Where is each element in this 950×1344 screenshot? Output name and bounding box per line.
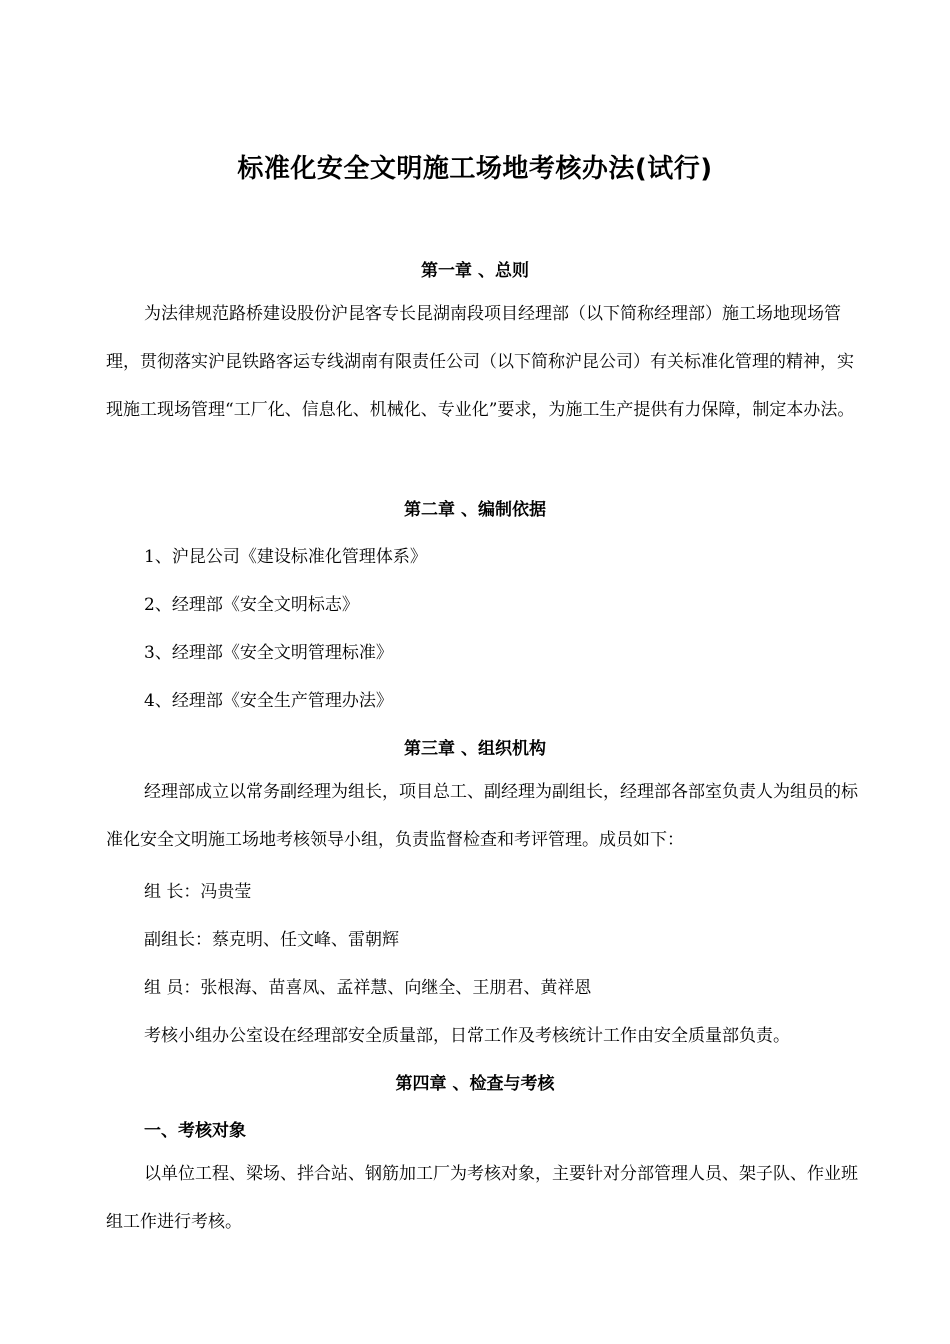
chapter-2-heading: 第二章 、编制依据 <box>404 500 546 520</box>
section-1-paragraph: 以单位工程、梁场、拌合站、钢筋加工厂为考核对象，主要针对分部管理人员、架子队、作业班组工作进行考核。 <box>106 1164 858 1232</box>
group-deputies: 副组长：蔡克明、任文峰、雷朝辉 <box>144 930 399 950</box>
section-1-heading: 一、考核对象 <box>144 1121 246 1141</box>
group-office: 考核小组办公室设在经理部安全质量部，日常工作及考核统计工作由安全质量部负责。 <box>144 1026 790 1046</box>
basis-item-1: 1、沪昆公司《建设标准化管理体系》 <box>144 547 427 567</box>
chapter-3-heading: 第三章 、组织机构 <box>404 739 546 759</box>
chapter-3-paragraph: 经理部成立以常务副经理为组长，项目总工、副经理为副组长，经理部各部室负责人为组员的标准化安全文明施工场地考核领导小组，负责监督检查和考评管理。成员如下： <box>106 782 858 850</box>
basis-item-3: 3、经理部《安全文明管理标准》 <box>144 643 393 663</box>
chapter-1-heading: 第一章 、总则 <box>421 261 529 281</box>
document-title: 标准化安全文明施工场地考核办法(试行) <box>237 154 713 184</box>
group-members: 组 员：张根海、苗喜凤、孟祥慧、向继全、王朋君、黄祥恩 <box>144 978 592 998</box>
chapter-4-heading: 第四章 、检查与考核 <box>395 1074 555 1094</box>
group-leader: 组 长：冯贵莹 <box>144 882 252 902</box>
basis-item-4: 4、经理部《安全生产管理办法》 <box>144 691 393 711</box>
chapter-1-paragraph: 为法律规范路桥建设股份沪昆客专长昆湖南段项目经理部（以下简称经理部）施工场地现场管理，贯彻落实沪昆铁路客运专线湖南有限责任公司（以下简称沪昆公司）有关标准化管理的精神，实现施工现场管理“工厂化、信息化、机械化、专业化”要求，为施工生产提供有力保障，制定本办法。 <box>106 304 855 420</box>
basis-item-2: 2、经理部《安全文明标志》 <box>144 595 359 615</box>
